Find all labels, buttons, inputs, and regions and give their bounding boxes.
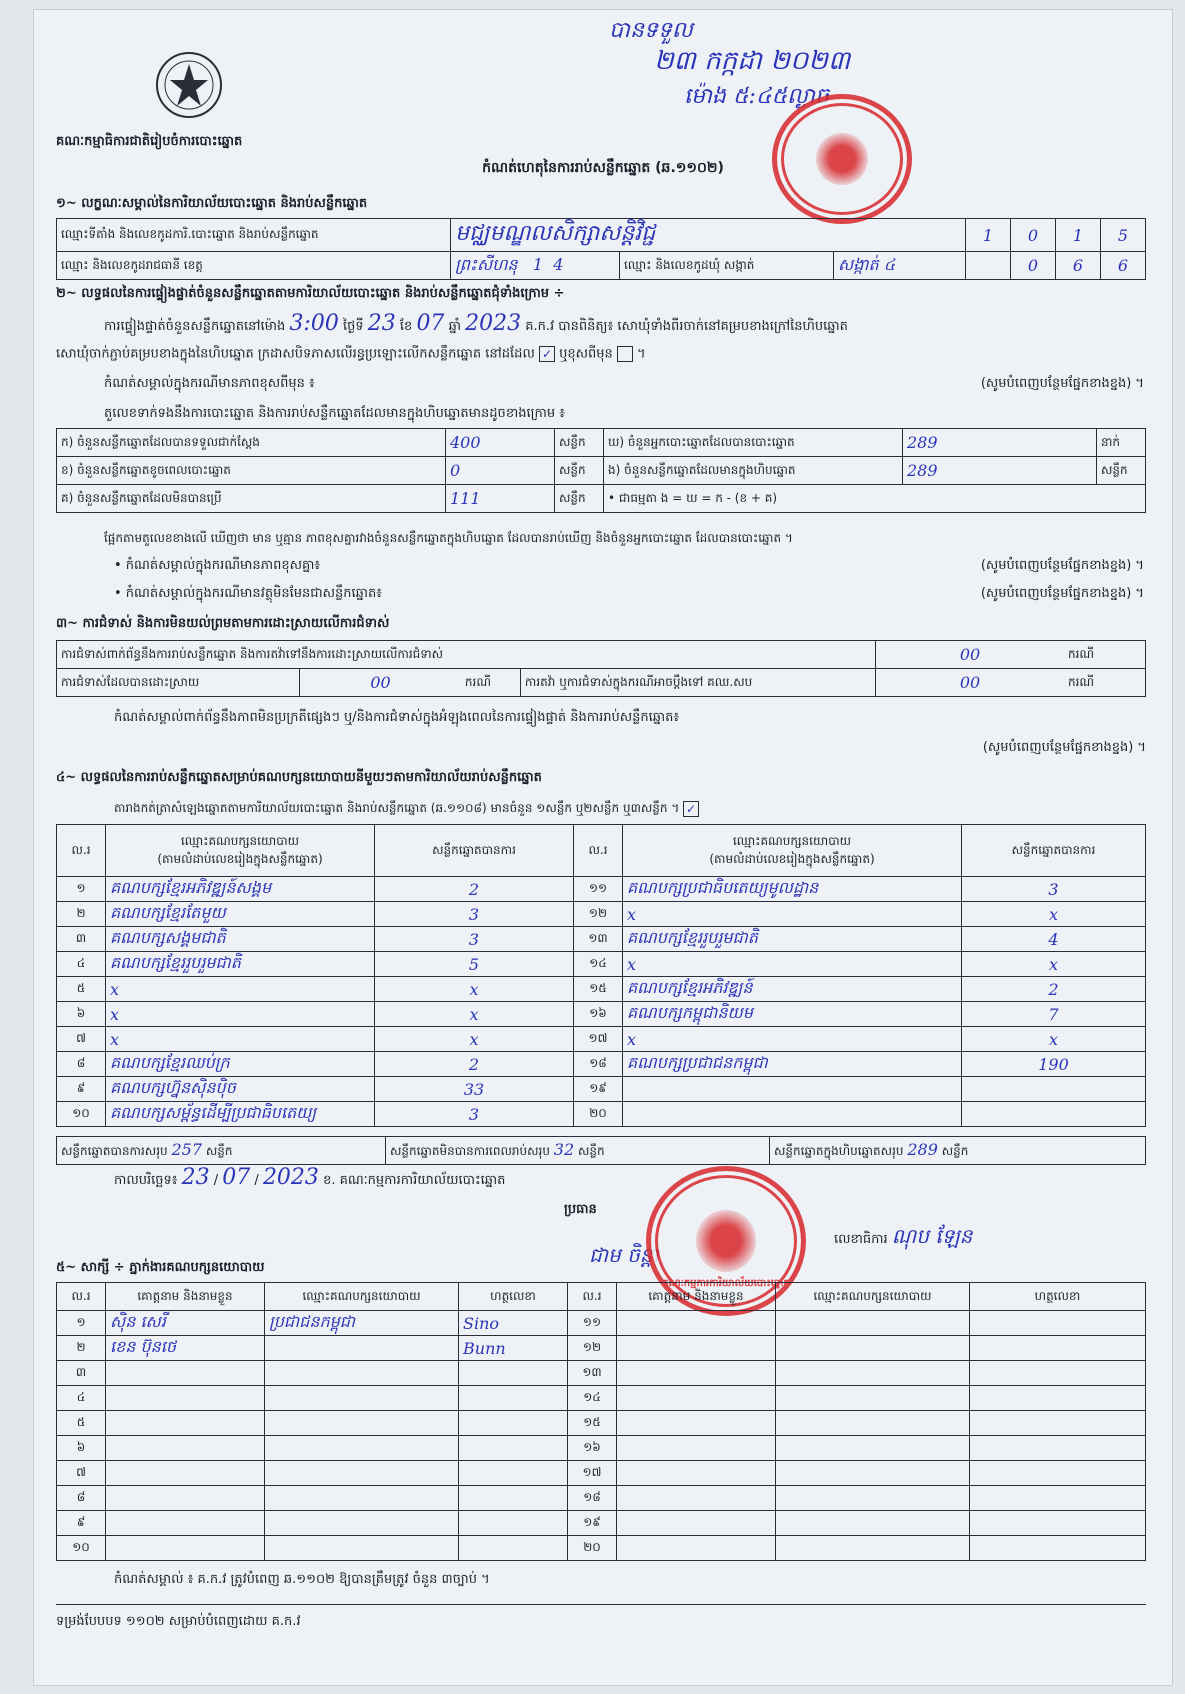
changed-checkbox[interactable]: [617, 346, 633, 362]
party-votes: x: [962, 952, 1146, 977]
party-name: គណបក្សហ្វ៊ុនស៊ិនប៉ិច: [106, 1077, 375, 1102]
party-votes: 3: [962, 877, 1146, 902]
count-row: [57, 485, 1146, 513]
witness-signature: [970, 1436, 1146, 1461]
three-sheets-checkbox[interactable]: ✓: [683, 801, 699, 817]
witness-party: [265, 1511, 459, 1536]
count-unit: នាក់: [1097, 429, 1146, 457]
witness-party: [776, 1411, 970, 1436]
result-row: [57, 1027, 1146, 1052]
party-name: x: [106, 1002, 375, 1027]
objection-label: ការជំទាស់ពាក់ព័ន្ធនឹងការរាប់សន្លឹកឆ្នោត និងការតវ៉ាទៅនឹងការដោះស្រាយលើការជំទាស់: [57, 641, 876, 669]
party-votes: x: [962, 902, 1146, 927]
row-number: ៤: [57, 1386, 106, 1411]
witness-signature: [459, 1486, 568, 1511]
witness-party: [776, 1386, 970, 1411]
row-number: ១០: [57, 1102, 106, 1127]
witness-party: ប្រជាជនកម្ពុជា: [265, 1311, 459, 1336]
row-number: ៥: [57, 1411, 106, 1436]
commune-code-digit: 6: [1101, 252, 1146, 280]
commune-value: សង្កាត់ ៤: [834, 252, 966, 280]
count-unit: សន្លឹក: [555, 429, 604, 457]
row-number: ១១: [568, 1311, 617, 1336]
col-sign: ហត្ថលេខា: [970, 1283, 1146, 1311]
party-votes: 7: [962, 1002, 1146, 1027]
official-stamp-bottom: គណៈកម្មការការិយាល័យបោះឆ្នោត: [646, 1166, 806, 1316]
witness-signature: [970, 1411, 1146, 1436]
row-number: ១៣: [568, 1361, 617, 1386]
col-party: ឈ្មោះគណបក្សនយោបាយ (តាមលំដាប់លេខរៀងក្នុងសន្លឹកឆ្នោត): [106, 825, 375, 877]
sign-day: 23: [181, 1165, 210, 1190]
row-number: ១៥: [568, 1411, 617, 1436]
row-number: ១៥: [574, 977, 623, 1002]
witness-party: [776, 1511, 970, 1536]
verify-line2: សោឃុំចាក់ភ្ជាប់គម្របខាងក្នុងនៃហិបឆ្នោត ក្រដាសបិទភាសលើរន្ធប្រឡោះលើកសន្លឹកឆ្នោត នៅដដែល ✓ ឬខុសពីមុន ។: [56, 346, 646, 362]
compare-line: ផ្អែកតាមតួលេខខាងលើ ឃើញថា មាន ឬគ្មាន ភាពខុសគ្នារវាងចំនួនសន្លឹកឆ្នោតក្នុងហិបឆ្នោត ដែលបានរាប់ឃើញ និងចំនួនអ្នកបោះឆ្នោត ដែលបានបោះឆ្នោត ។: [104, 531, 793, 545]
row-number: ១៦: [568, 1436, 617, 1461]
row-number: ១: [57, 1311, 106, 1336]
irregularity-fill: (សូមបំពេញបន្ថែមផ្នែកខាងខ្នង) ។: [982, 740, 1146, 755]
witness-name: [617, 1436, 776, 1461]
total-valid: សន្លឹកឆ្នោតបានការសរុប 257 សន្លឹក: [57, 1137, 386, 1165]
appeal-unit: ករណី: [1064, 669, 1146, 697]
witness-name: ខេន ប៊ុនថេ: [106, 1336, 265, 1361]
party-name: x: [623, 952, 962, 977]
counts-intro: តួលេខទាក់ទងនឹងការបោះឆ្នោត និងការរាប់សន្លឹកឆ្នោតដែលមានក្នុងហិបឆ្នោតមានដូចខាងក្រោម ៖: [104, 406, 565, 421]
witness-row: [57, 1511, 1146, 1536]
col-party: ឈ្មោះគណបក្សនយោបាយ: [776, 1283, 970, 1311]
col-no: ល.រ: [57, 1283, 106, 1311]
party-votes: 3: [375, 1102, 574, 1127]
emblem-icon: [154, 50, 224, 120]
witness-name: [106, 1411, 265, 1436]
polling-label: ឈ្មោះទីតាំង និងលេខកូដការិ.បោះឆ្នោត និងរាប់សន្លឹកឆ្នោត: [57, 219, 451, 252]
total-box: សន្លឹកឆ្នោតក្នុងហិបឆ្នោតសរុប 289 សន្លឹក: [770, 1137, 1146, 1165]
row-number: ៩: [57, 1077, 106, 1102]
count-label: គ) ចំនួនសន្លឹកឆ្នោតដែលមិនបានប្រើ: [57, 485, 446, 513]
result-row: [57, 1052, 1146, 1077]
row-number: ២: [57, 1336, 106, 1361]
row-number: ៣: [57, 927, 106, 952]
result-row: [57, 927, 1146, 952]
section4-heading: ៤~ លទ្ធផលនៃការរាប់សន្លឹកឆ្នោតសម្រាប់គណបក្សនយោបាយនីមួយៗតាមការិយាល័យរាប់សន្លឹកឆ្នោត: [56, 770, 542, 785]
results-totals: [56, 1136, 1146, 1165]
resolved-unit: ករណី: [461, 669, 521, 697]
row-number: ១៨: [568, 1486, 617, 1511]
count-label: ង) ចំនួនសន្លឹកឆ្នោតដែលមានក្នុងហិបឆ្នោត: [604, 457, 903, 485]
witness-row: [57, 1436, 1146, 1461]
witness-party: [265, 1436, 459, 1461]
province-value: ព្រះសីហនុ 1 4: [451, 252, 620, 280]
row-number: ១៦: [574, 1002, 623, 1027]
resolved-value: 00: [300, 669, 461, 697]
party-votes: 190: [962, 1052, 1146, 1077]
polling-value: មជ្ឈមណ្ឌលសិក្សាសន្តិវិជ្ជ: [451, 219, 966, 252]
result-row: [57, 1002, 1146, 1027]
handwritten-date: ២៣ កក្កដា ២០២៣: [654, 46, 851, 76]
witness-party: [776, 1311, 970, 1336]
party-name: គណបក្សប្រជាធិបតេយ្យមូលដ្ឋាន: [623, 877, 962, 902]
verify-year: 2023: [465, 311, 522, 336]
row-number: ៦: [57, 1002, 106, 1027]
province-label: ឈ្មោះ និងលេខកូដរាជធានី ខេត្ត: [57, 252, 451, 280]
party-name: x: [623, 902, 962, 927]
count-unit: សន្លឹក: [555, 485, 604, 513]
appeal-label: ការតវ៉ា ឬការជំទាស់ក្នុងករណីអាចប្តឹងទៅ គឈ.សប: [520, 669, 875, 697]
change-note: កំណត់សម្គាល់ក្នុងករណីមានភាពខុសពីមុន ៖ (សូមបំពេញបន្ថែមផ្នែកខាងខ្នង) ។: [104, 376, 1144, 391]
row-number: ៧: [57, 1027, 106, 1052]
province-code: 4: [553, 254, 564, 274]
col-no: ល.រ: [574, 825, 623, 877]
footer-rule: [56, 1604, 1146, 1605]
result-row: [57, 877, 1146, 902]
official-stamp-top: [772, 94, 912, 224]
count-unit: សន្លឹក: [555, 457, 604, 485]
handwritten-time: ម៉ោង ៥:៤៥ល្ងាច: [684, 84, 829, 109]
section5-note: កំណត់សម្គាល់ ៖ គ.ក.វ ត្រូវបំពេញ ឆ.១១០២ ឱ្យបានត្រឹមត្រូវ ចំនួន ៣ច្បាប់ ។: [114, 1572, 490, 1587]
object-note: • កំណត់សម្គាល់ក្នុងករណីមានវត្ថុមិនមែនជាសន្លឹកឆ្នោត៖ (សូមបំពេញបន្ថែមផ្នែកខាងខ្នង) ។: [114, 586, 1144, 601]
form-footer: ទម្រង់បែបបទ ១១០២ សម្រាប់បំពេញដោយ គ.ក.វ: [56, 1614, 301, 1629]
commune-code-digit: 6: [1056, 252, 1101, 280]
witness-name: [617, 1311, 776, 1336]
witness-signature: [459, 1386, 568, 1411]
party-name: [623, 1077, 962, 1102]
counts-table: [56, 428, 1146, 513]
sign-date: កាលបរិច្ឆេទ៖ 23 / 07 / 2023 ខ. គណៈកម្មការការិយាល័យបោះឆ្នោត: [114, 1165, 506, 1190]
polling-code-digit: 1: [1056, 219, 1101, 252]
count-value: 400: [446, 429, 555, 457]
party-votes: x: [962, 1027, 1146, 1052]
witness-signature: [459, 1461, 568, 1486]
row-number: ៤: [57, 952, 106, 977]
row-number: ២០: [568, 1536, 617, 1561]
party-name: x: [623, 1027, 962, 1052]
chairman-name: ជាម ចិន្តា: [589, 1243, 659, 1267]
witness-signature: [970, 1386, 1146, 1411]
party-votes: 5: [375, 952, 574, 977]
witness-party: [776, 1436, 970, 1461]
verify-day: 23: [367, 311, 396, 336]
result-row: [57, 977, 1146, 1002]
section2-heading: ២~ លទ្ធផលនៃការផ្ទៀងផ្ទាត់ចំនួនសន្លឹកឆ្នោតតាមការិយាល័យបោះឆ្នោត និងរាប់សន្លឹកឆ្នោតជុំទាំងក្រោម ÷: [56, 286, 565, 301]
witness-row: [57, 1411, 1146, 1436]
witness-name: [617, 1486, 776, 1511]
witness-party: [265, 1386, 459, 1411]
row-number: ៣: [57, 1361, 106, 1386]
witness-name: [617, 1361, 776, 1386]
col-sign: ហត្ថលេខា: [459, 1283, 568, 1311]
count-row: [57, 457, 1146, 485]
sign-month: 07: [222, 1165, 251, 1190]
diff-note: • កំណត់សម្គាល់ក្នុងករណីមានភាពខុសគ្នា៖ (សូមបំពេញបន្ថែមផ្នែកខាងខ្នង) ។: [114, 558, 1144, 573]
verify-line: ការផ្ទៀងផ្ទាត់ចំនួនសន្លឹកឆ្នោតនៅម៉ោង 3:00 ថ្ងៃទី 23 ខែ 07 ឆ្នាំ 2023 គ.ក.វ បានពិនិត្យ៖ សោឃុំទាំងពីរចាក់នៅគម្របខាងក្រៅនៃហិបឆ្នោត: [104, 311, 848, 336]
verify-time: 3:00: [289, 311, 339, 336]
section4-intro: តារាងកត់ត្រាសំឡេងឆ្នោតតាមការិយាល័យបោះឆ្នោត និងរាប់សន្លឹកឆ្នោត (ឆ.១១០៨) មានចំនួន ១សន្លឹក ឬ២សន្លឹក ឬ៣សន្លឹក ។ ✓: [114, 800, 699, 817]
party-votes: 2: [375, 877, 574, 902]
objection-unit: ករណី: [1064, 641, 1146, 669]
row-number: ១៧: [574, 1027, 623, 1052]
witness-row: [57, 1536, 1146, 1561]
witness-row: [57, 1486, 1146, 1511]
party-votes: x: [375, 1027, 574, 1052]
polling-code-digit: 5: [1101, 219, 1146, 252]
total-invalid: សន្លឹកឆ្នោតមិនបានការពេលរាប់សរុប 32 សន្លឹក: [386, 1137, 770, 1165]
witness-name: [617, 1411, 776, 1436]
witness-name: [617, 1511, 776, 1536]
witness-signature: [459, 1411, 568, 1436]
witness-signature: [459, 1436, 568, 1461]
col-no: ល.រ: [57, 825, 106, 877]
witness-name: [617, 1336, 776, 1361]
row-number: ៦: [57, 1436, 106, 1461]
result-row: [57, 952, 1146, 977]
row-number: ១០: [57, 1536, 106, 1561]
secretary: លេខាធិការ ណុប ឡែន: [834, 1224, 973, 1248]
witness-signature: [459, 1536, 568, 1561]
objection-value: 00: [876, 641, 1065, 669]
party-name: គណបក្សខ្មែរអភិវឌ្ឍន៍: [623, 977, 962, 1002]
results-table: [56, 824, 1146, 1127]
count-value: 289: [903, 457, 1097, 485]
witness-table: [56, 1282, 1146, 1561]
same-checkbox[interactable]: ✓: [539, 346, 555, 362]
witness-party: [265, 1411, 459, 1436]
count-label: ឃ) ចំនួនអ្នកបោះឆ្នោតដែលបានបោះឆ្នោត: [604, 429, 903, 457]
col-party: ឈ្មោះគណបក្សនយោបាយ (តាមលំដាប់លេខរៀងក្នុងសន្លឹកឆ្នោត): [623, 825, 962, 877]
witness-party: [776, 1536, 970, 1561]
commission-name: គណៈកម្មាធិការជាតិរៀបចំការបោះឆ្នោត: [56, 134, 243, 149]
row-number: ២: [57, 902, 106, 927]
witness-party: [776, 1361, 970, 1386]
row-number: ១១: [574, 877, 623, 902]
witness-row: [57, 1336, 1146, 1361]
count-value: 289: [903, 429, 1097, 457]
witness-name: [106, 1486, 265, 1511]
row-number: ៨: [57, 1052, 106, 1077]
party-name: គណបក្សកម្ពុជានិយម: [623, 1002, 962, 1027]
col-name: គោត្តនាម និងនាមខ្លួន: [617, 1283, 776, 1311]
commune-label: ឈ្មោះ និងលេខកូដឃុំ សង្កាត់: [620, 252, 834, 280]
party-votes: x: [375, 1002, 574, 1027]
witness-party: [776, 1336, 970, 1361]
row-number: ១៩: [568, 1511, 617, 1536]
witness-name: [106, 1536, 265, 1561]
handwritten-received: បានទទួល: [609, 18, 693, 43]
result-row: [57, 1102, 1146, 1127]
formula-note: • ជាធម្មតា ង = ឃ = ក - (ខ + គ): [604, 485, 1146, 513]
party-name: x: [106, 977, 375, 1002]
row-number: ៥: [57, 977, 106, 1002]
col-no: ល.រ: [568, 1283, 617, 1311]
row-number: ១៧: [568, 1461, 617, 1486]
witness-party: [265, 1461, 459, 1486]
result-row: [57, 902, 1146, 927]
col-votes: សន្លឹកឆ្នោតបានការ: [962, 825, 1146, 877]
col-votes: សន្លឹកឆ្នោតបានការ: [375, 825, 574, 877]
row-number: ១៤: [574, 952, 623, 977]
col-party: ឈ្មោះគណបក្សនយោបាយ: [265, 1283, 459, 1311]
row-number: ១៩: [574, 1077, 623, 1102]
witness-row: [57, 1461, 1146, 1486]
count-label: ខ) ចំនួនសន្លឹកឆ្នោតខូចពេលបោះឆ្នោត: [57, 457, 446, 485]
count-value: 0: [446, 457, 555, 485]
appeal-value: 00: [876, 669, 1065, 697]
witness-name: [106, 1461, 265, 1486]
row-number: ៩: [57, 1511, 106, 1536]
count-value: 111: [446, 485, 555, 513]
section3-heading: ៣~ ការជំទាស់ និងការមិនយល់ព្រមតាមការដោះស្រាយលើការជំទាស់: [56, 616, 390, 631]
witness-party: [265, 1336, 459, 1361]
witness-party: [265, 1536, 459, 1561]
party-name: គណបក្សខ្មែររួបរួមជាតិ: [623, 927, 962, 952]
witness-party: [265, 1486, 459, 1511]
witness-signature: [970, 1311, 1146, 1336]
commune-code-digit: 0: [1011, 252, 1056, 280]
witness-party: [776, 1461, 970, 1486]
witness-name: [106, 1386, 265, 1411]
party-votes: 2: [962, 977, 1146, 1002]
irregularity-note: កំណត់សម្គាល់ពាក់ព័ន្ធនឹងភាពមិនប្រក្រតីផ្សេងៗ ឬ/និងការជំទាស់ក្នុងអំឡុងពេលនៃការផ្ទៀងផ្ទាត់ និងការរាប់សន្លឹកឆ្នោត៖: [114, 710, 680, 725]
witness-signature: [459, 1511, 568, 1536]
objections-table: [56, 640, 1146, 697]
form-page: [34, 10, 1172, 1685]
party-name: គណបក្សខ្មែរអភិវឌ្ឍន៍សង្គម: [106, 877, 375, 902]
witness-signature: [970, 1536, 1146, 1561]
witness-signature: [970, 1461, 1146, 1486]
count-row: [57, 429, 1146, 457]
row-number: ១២: [574, 902, 623, 927]
witness-signature: [459, 1361, 568, 1386]
witness-name: [617, 1386, 776, 1411]
row-number: ១២: [568, 1336, 617, 1361]
witness-party: [776, 1486, 970, 1511]
witness-row: [57, 1361, 1146, 1386]
witness-name: [617, 1536, 776, 1561]
witness-name: [106, 1436, 265, 1461]
party-votes: 3: [375, 927, 574, 952]
witness-name: [617, 1461, 776, 1486]
polling-code-digit: 1: [966, 219, 1011, 252]
witness-signature: [970, 1336, 1146, 1361]
witness-signature: [970, 1486, 1146, 1511]
count-label: ក) ចំនួនសន្លឹកឆ្នោតដែលបានទទួលជាក់ស្តែង: [57, 429, 446, 457]
witness-row: [57, 1311, 1146, 1336]
verify-month: 07: [416, 311, 445, 336]
row-number: ៨: [57, 1486, 106, 1511]
party-name: គណបក្សសង្គមជាតិ: [106, 927, 375, 952]
party-name: គណបក្សខ្មែរតែមួយ: [106, 902, 375, 927]
party-votes: 4: [962, 927, 1146, 952]
witness-signature: [970, 1361, 1146, 1386]
party-name: គណបក្សប្រជាជនកម្ពុជា: [623, 1052, 962, 1077]
section1-table: [56, 218, 1146, 280]
sign-year: 2023: [262, 1165, 319, 1190]
party-votes: 3: [375, 902, 574, 927]
secretary-name: ណុប ឡែន: [891, 1224, 973, 1248]
count-unit: សន្លឹក: [1097, 457, 1146, 485]
party-votes: 33: [375, 1077, 574, 1102]
province-code: 1: [532, 254, 544, 274]
witness-signature: Bunn: [459, 1336, 568, 1361]
page-title: កំណត់ហេតុនៃការរាប់សន្លឹកឆ្នោត (ឆ.១១០២): [482, 160, 724, 176]
witness-row: [57, 1386, 1146, 1411]
col-name: គោត្តនាម និងនាមខ្លួន: [106, 1283, 265, 1311]
witness-name: ស៊ិន សេរី: [106, 1311, 265, 1336]
resolved-label: ការជំទាស់ដែលបានដោះស្រាយ: [57, 669, 300, 697]
witness-party: [265, 1361, 459, 1386]
row-number: ១៤: [568, 1386, 617, 1411]
row-number: ២០: [574, 1102, 623, 1127]
witness-name: [106, 1361, 265, 1386]
witness-name: [106, 1511, 265, 1536]
witness-signature: [970, 1511, 1146, 1536]
result-row: [57, 1077, 1146, 1102]
party-votes: x: [375, 977, 574, 1002]
chairman-title: ប្រធាន: [564, 1202, 597, 1217]
polling-code-digit: 0: [1011, 219, 1056, 252]
section1-heading: ១~ លក្ខណៈសម្គាល់នៃការិយាល័យបោះឆ្នោត និងរាប់សន្លឹកឆ្នោត: [56, 196, 368, 211]
section5-heading: ៥~ សាក្សី ÷ ភ្នាក់ងារគណបក្សនយោបាយ: [56, 1260, 265, 1275]
party-name: x: [106, 1027, 375, 1052]
party-votes: [962, 1102, 1146, 1127]
row-number: ១: [57, 877, 106, 902]
row-number: ១៣: [574, 927, 623, 952]
row-number: ១៨: [574, 1052, 623, 1077]
party-name: [623, 1102, 962, 1127]
party-name: គណបក្សខ្មែររួបរួមជាតិ: [106, 952, 375, 977]
party-votes: 2: [375, 1052, 574, 1077]
party-name: គណបក្សខ្មែរឈប់ក្រ: [106, 1052, 375, 1077]
witness-signature: Sino: [459, 1311, 568, 1336]
row-number: ៧: [57, 1461, 106, 1486]
party-votes: [962, 1077, 1146, 1102]
party-name: គណបក្សសម្ព័ន្ធដើម្បីប្រជាធិបតេយ្យ: [106, 1102, 375, 1127]
